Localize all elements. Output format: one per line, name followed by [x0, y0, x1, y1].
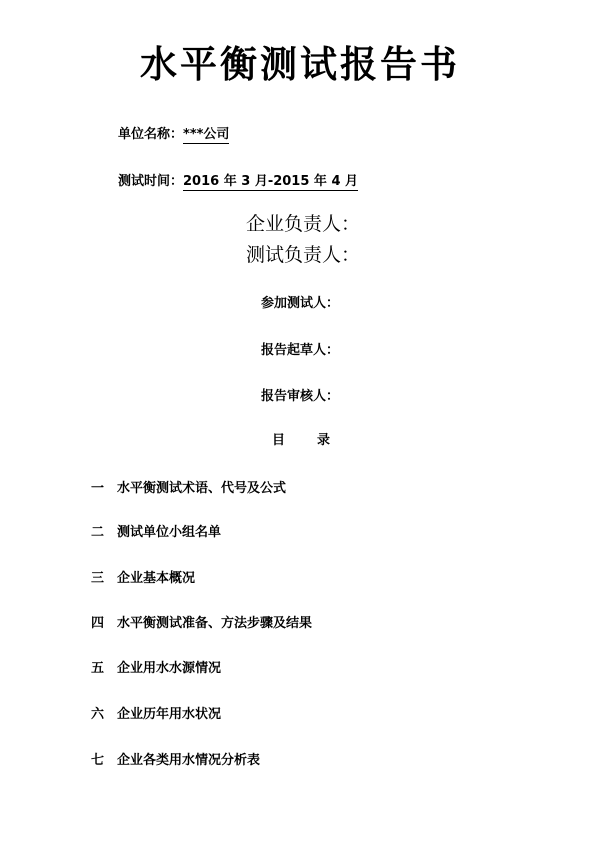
- toc-item: [91, 657, 221, 676]
- toc-item: [91, 567, 195, 586]
- toc-item-label: 企业用水水源情况: [117, 661, 222, 676]
- enterprise-head-label: 企业负责人：: [246, 213, 361, 235]
- toc-item-number: 六: [91, 707, 105, 722]
- test-time-label: 测试时间：: [118, 174, 184, 189]
- participants-label: 参加测试人：: [261, 296, 340, 311]
- toc-item-number: 五: [91, 661, 105, 676]
- toc-item: [91, 477, 286, 496]
- toc-item-label: 企业基本概况: [117, 571, 196, 586]
- toc-item-number: 一: [91, 481, 105, 496]
- test-time-field: [118, 170, 358, 189]
- test-head-label: 测试负责人：: [246, 244, 361, 266]
- toc-item-number: 四: [91, 616, 105, 631]
- toc-item-label: 水平衡测试准备、方法步骤及结果: [117, 616, 313, 631]
- toc-item-number: 三: [91, 571, 105, 586]
- drafter-label: 报告起草人：: [261, 343, 340, 358]
- toc-item-label: 企业历年用水状况: [117, 707, 222, 722]
- toc-item: [91, 703, 221, 722]
- toc-item-number: 七: [91, 753, 105, 768]
- toc-item: [91, 521, 221, 540]
- toc-item-number: 二: [91, 525, 105, 540]
- reviewer-label: 报告审核人：: [261, 389, 340, 404]
- test-time-value: 2016 年 3 月-2015 年 4 月: [183, 174, 359, 189]
- toc-item: [91, 749, 260, 768]
- toc-item-label: 企业各类用水情况分析表: [117, 753, 261, 768]
- unit-name-value: ***公司: [183, 127, 230, 142]
- unit-name-label: 单位名称：: [118, 127, 184, 142]
- toc-item: [91, 612, 312, 631]
- toc-item-label: 水平衡测试术语、代号及公式: [117, 481, 287, 496]
- report-title: 水平衡测试报告书: [140, 42, 460, 86]
- toc-title: 目录: [272, 433, 363, 448]
- unit-name-field: [118, 123, 229, 142]
- toc-item-label: 测试单位小组名单: [117, 525, 222, 540]
